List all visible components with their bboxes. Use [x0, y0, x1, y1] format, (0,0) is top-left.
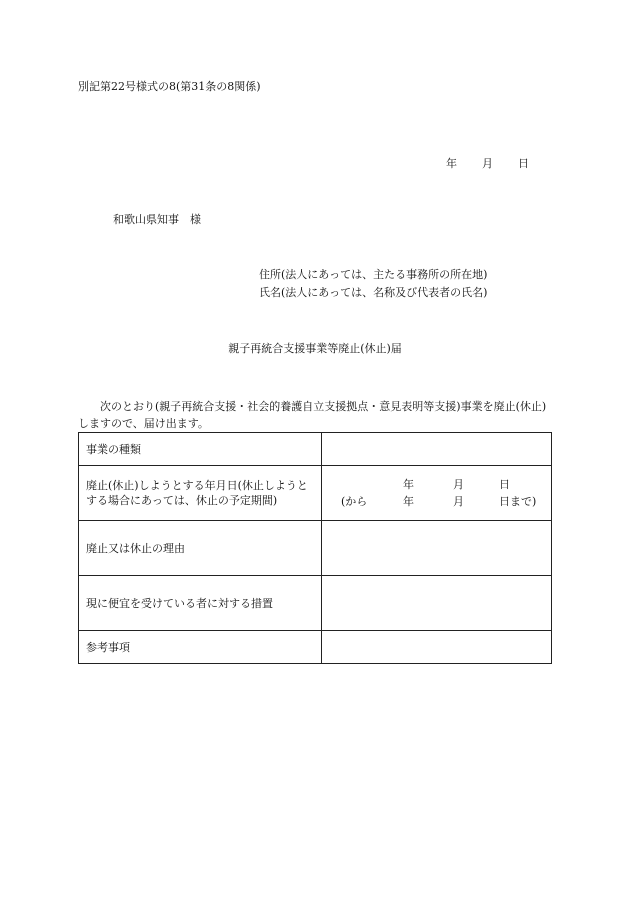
date-year: 年: [446, 157, 457, 170]
document-title: 親子再統合支援事業等廃止(休止)届: [228, 342, 402, 355]
period-month: 月: [453, 478, 464, 491]
applicant-address-label: 住所(法人にあっては、主たる事務所の所在地): [259, 268, 488, 281]
intro-text: 次のとおり(親子再統合支援・社会的養護自立支援拠点・意見表明等支援)事業を廃止(休止)しますので、届け出ます。: [78, 400, 547, 430]
period-until-day: 日まで): [499, 495, 537, 508]
period-year: 年: [403, 478, 414, 491]
applicant-name-label: 氏名(法人にあっては、名称及び代表者の氏名): [259, 286, 488, 299]
period-grid: [329, 473, 544, 513]
period-from: (から: [341, 495, 368, 508]
form-number: 別記第22号様式の8(第31条の8関係): [78, 80, 261, 93]
table-row-reason: [79, 521, 552, 576]
period-day: 日: [499, 478, 510, 491]
reference-value: [322, 631, 552, 664]
period-value: [322, 466, 552, 521]
table-row-period: [79, 466, 552, 521]
notification-table: [78, 432, 552, 664]
period-until-year: 年: [403, 495, 414, 508]
reference-label: 参考事項: [79, 631, 322, 664]
date-line: [446, 157, 529, 171]
table-row-measure: [79, 576, 552, 631]
date-month: 月: [482, 157, 493, 170]
period-until-month: 月: [453, 495, 464, 508]
date-day: 日: [518, 157, 529, 170]
table-row-business-type: [79, 433, 552, 466]
measure-value: [322, 576, 552, 631]
table-row-reference: [79, 631, 552, 664]
business-type-label: 事業の種類: [79, 433, 322, 466]
business-type-value: [322, 433, 552, 466]
reason-label: 廃止又は休止の理由: [79, 521, 322, 576]
measure-label: 現に便宜を受けている者に対する措置: [79, 576, 322, 631]
recipient: 和歌山県知事 様: [113, 213, 201, 226]
reason-value: [322, 521, 552, 576]
period-label: 廃止(休止)しようとする年月日(休止しようとする場合にあっては、休止の予定期間): [79, 466, 322, 521]
intro-paragraph: [78, 398, 556, 432]
